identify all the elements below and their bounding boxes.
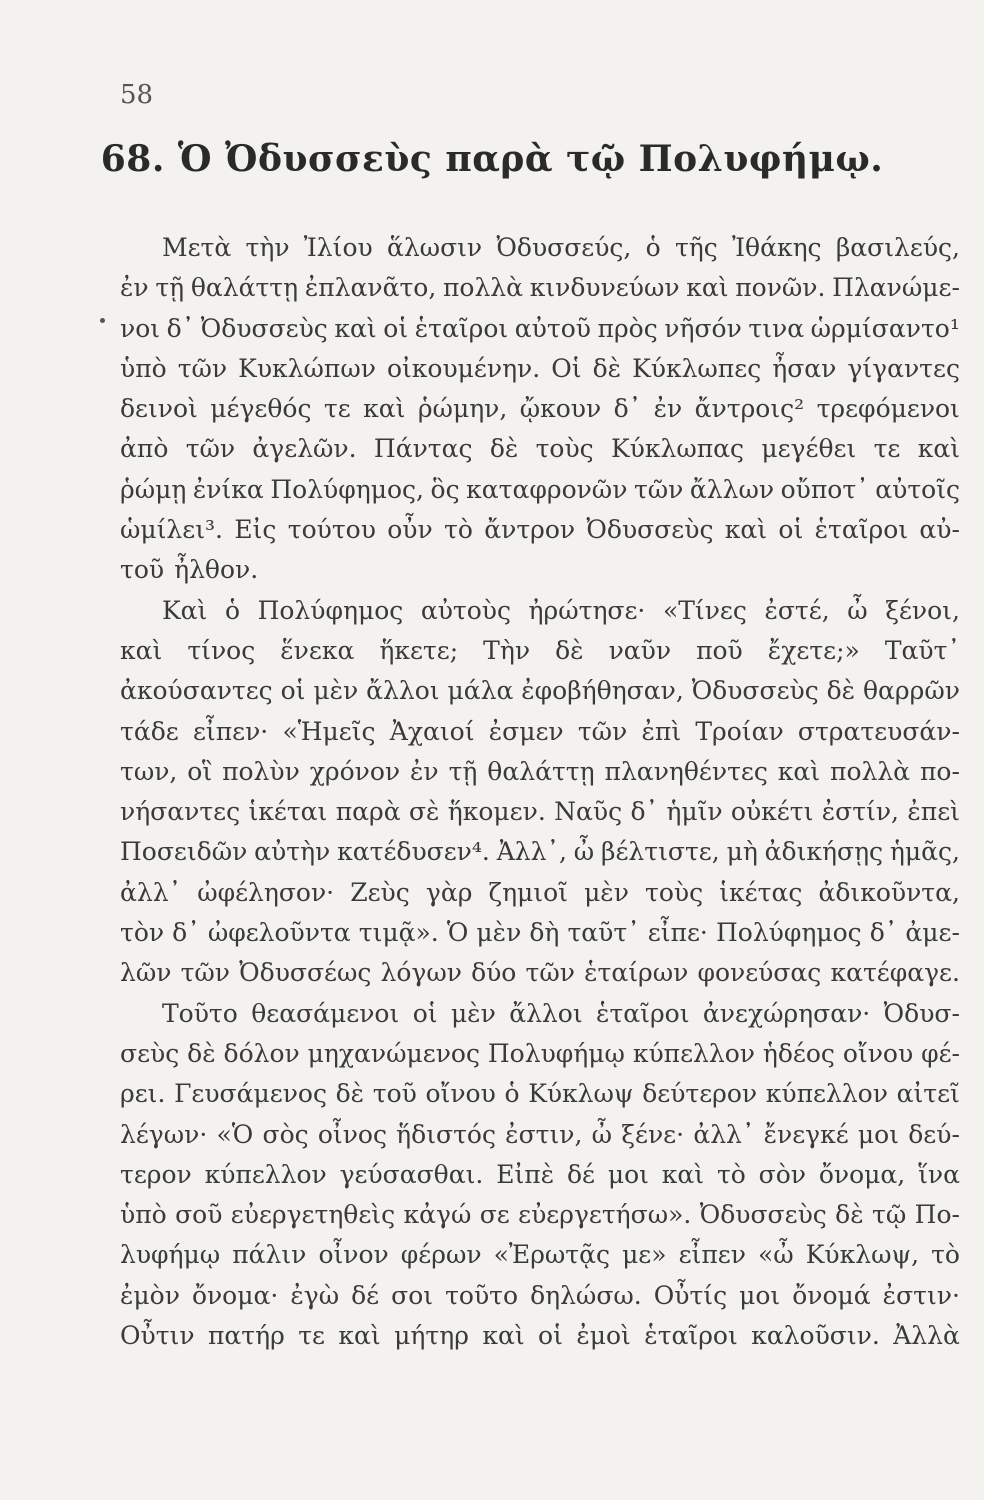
text-line: ὑπὸ σοῦ εὐεργετηθεὶς κἀγώ σε εὐεργετήσω». Ὀδυσσεὺς δὲ τῷ Πο- xyxy=(120,1200,960,1230)
text-line: τάδε εἶπεν· «Ἡμεῖς Ἀχαιοί ἐσμεν τῶν ἐπὶ Τροίαν στρατευσάν- xyxy=(120,716,960,746)
text-line: ἀπὸ τῶν ἀγελῶν. Πάντας δὲ τοὺς Κύκλωπας μεγέθει τε καὶ xyxy=(120,434,960,464)
text-line: ρει. Γευσάμενος δὲ τοῦ οἴνου ὁ Κύκλωψ δεύτερον κύπελλον αἰτεῖ xyxy=(120,1079,960,1109)
text-line: τερον κύπελλον γεύσασθαι. Εἰπὲ δέ μοι καὶ τὸ σὸν ὄνομα, ἵνα xyxy=(120,1159,960,1189)
text-line: λυφήμῳ πάλιν οἶνον φέρων «Ἐρωτᾷς με» εἶπεν «ὦ Κύκλωψ, τὸ xyxy=(120,1240,960,1270)
page-number: 58 xyxy=(120,80,154,110)
text-line: νήσαντες ἱκέται παρὰ σὲ ἥκομεν. Ναῦς δ᾽ ἡμῖν οὐκέτι ἐστίν, ἐπεὶ xyxy=(120,797,960,827)
text-line: νοι δ᾽ Ὀδυσσεὺς καὶ οἱ ἑταῖροι αὐτοῦ πρὸς νῆσόν τινα ὡρμίσαντο¹ xyxy=(120,313,960,343)
text-line: λῶν τῶν Ὀδυσσέως λόγων δύο τῶν ἑταίρων φονεύσας κατέφαγε. xyxy=(120,958,960,988)
text-line: τὸν δ᾽ ὠφελοῦντα τιμᾷ». Ὁ μὲν δὴ ταῦτ᾽ εἶπε· Πολύφημος δ᾽ ἀμε- xyxy=(120,918,960,948)
text-line: Καὶ ὁ Πολύφημος αὐτοὺς ἠρώτησε· «Τίνες ἐστέ, ὦ ξένοι, xyxy=(162,595,960,625)
text-line: τοῦ ἦλθον. xyxy=(120,555,259,585)
text-line: λέγων· «Ὁ σὸς οἶνος ἥδιστός ἐστιν, ὦ ξένε· ἀλλ᾽ ἔνεγκέ μοι δεύ- xyxy=(120,1119,960,1149)
text-line: των, οἳ πολὺν χρόνον ἐν τῇ θαλάττῃ πλανηθέντες καὶ πολλὰ πο- xyxy=(120,756,960,786)
body-text xyxy=(120,228,960,1356)
text-line: καὶ τίνος ἕνεκα ἥκετε; Τὴν δὲ ναῦν ποῦ ἔχετε;» Ταῦτ᾽ xyxy=(120,635,960,665)
chapter-heading: 68. Ὁ Ὀδυσσεὺς παρὰ τῷ Πολυφήμῳ. xyxy=(100,138,884,180)
text-line: ἐν τῇ θαλάττῃ ἐπλανᾶτο, πολλὰ κινδυνεύων καὶ πονῶν. Πλανώμε- xyxy=(120,273,960,303)
text-line: Μετὰ τὴν Ἰλίου ἅλωσιν Ὀδυσσεύς, ὁ τῆς Ἰθάκης βασιλεύς, xyxy=(162,233,960,262)
text-line: ὑπὸ τῶν Κυκλώπων οἰκουμένην. Οἱ δὲ Κύκλωπες ἦσαν γίγαντες xyxy=(120,353,960,383)
text-line: ὡμίλει³. Εἰς τούτου οὖν τὸ ἄντρον Ὀδυσσεὺς καὶ οἱ ἑταῖροι αὐ- xyxy=(120,515,960,545)
text-line: ἀκούσαντες οἱ μὲν ἄλλοι μάλα ἐφοβήθησαν, Ὀδυσσεὺς δὲ θαρρῶν xyxy=(120,676,960,706)
text-line: δεινοὶ μέγεθός τε καὶ ῥώμην, ᾤκουν δ᾽ ἐν ἄντροις² τρεφόμενοι xyxy=(120,394,960,424)
text-line: ἐμὸν ὄνομα· ἐγὼ δέ σοι τοῦτο δηλώσω. Οὖτίς μοι ὄνομά ἐστιν· xyxy=(120,1280,960,1310)
text-line: ἀλλ᾽ ὠφέλησον· Ζεὺς γὰρ ζημιοῖ μὲν τοὺς ἱκέτας ἀδικοῦντα, xyxy=(120,877,960,907)
text-line: Ποσειδῶν αὐτὴν κατέδυσεν⁴. Ἀλλ᾽, ὦ βέλτιστε, μὴ ἀδικήσῃς ἡμᾶς, xyxy=(120,837,960,867)
text-line: Οὖτιν πατήρ τε καὶ μήτηρ καὶ οἱ ἐμοὶ ἑταῖροι καλοῦσιν. Ἀλλὰ xyxy=(120,1321,960,1351)
text-line: Τοῦτο θεασάμενοι οἱ μὲν ἄλλοι ἑταῖροι ἀνεχώρησαν· Ὀδυσ- xyxy=(162,998,960,1028)
margin-mark xyxy=(100,318,105,323)
text-line: σεὺς δὲ δόλον μηχανώμενος Πολυφήμῳ κύπελλον ἡδέος οἴνου φέ- xyxy=(120,1038,960,1068)
text-line: ῥώμῃ ἐνίκα Πολύφημος, ὃς καταφρονῶν τῶν ἄλλων οὔποτ᾽ αὐτοῖς xyxy=(120,474,960,504)
